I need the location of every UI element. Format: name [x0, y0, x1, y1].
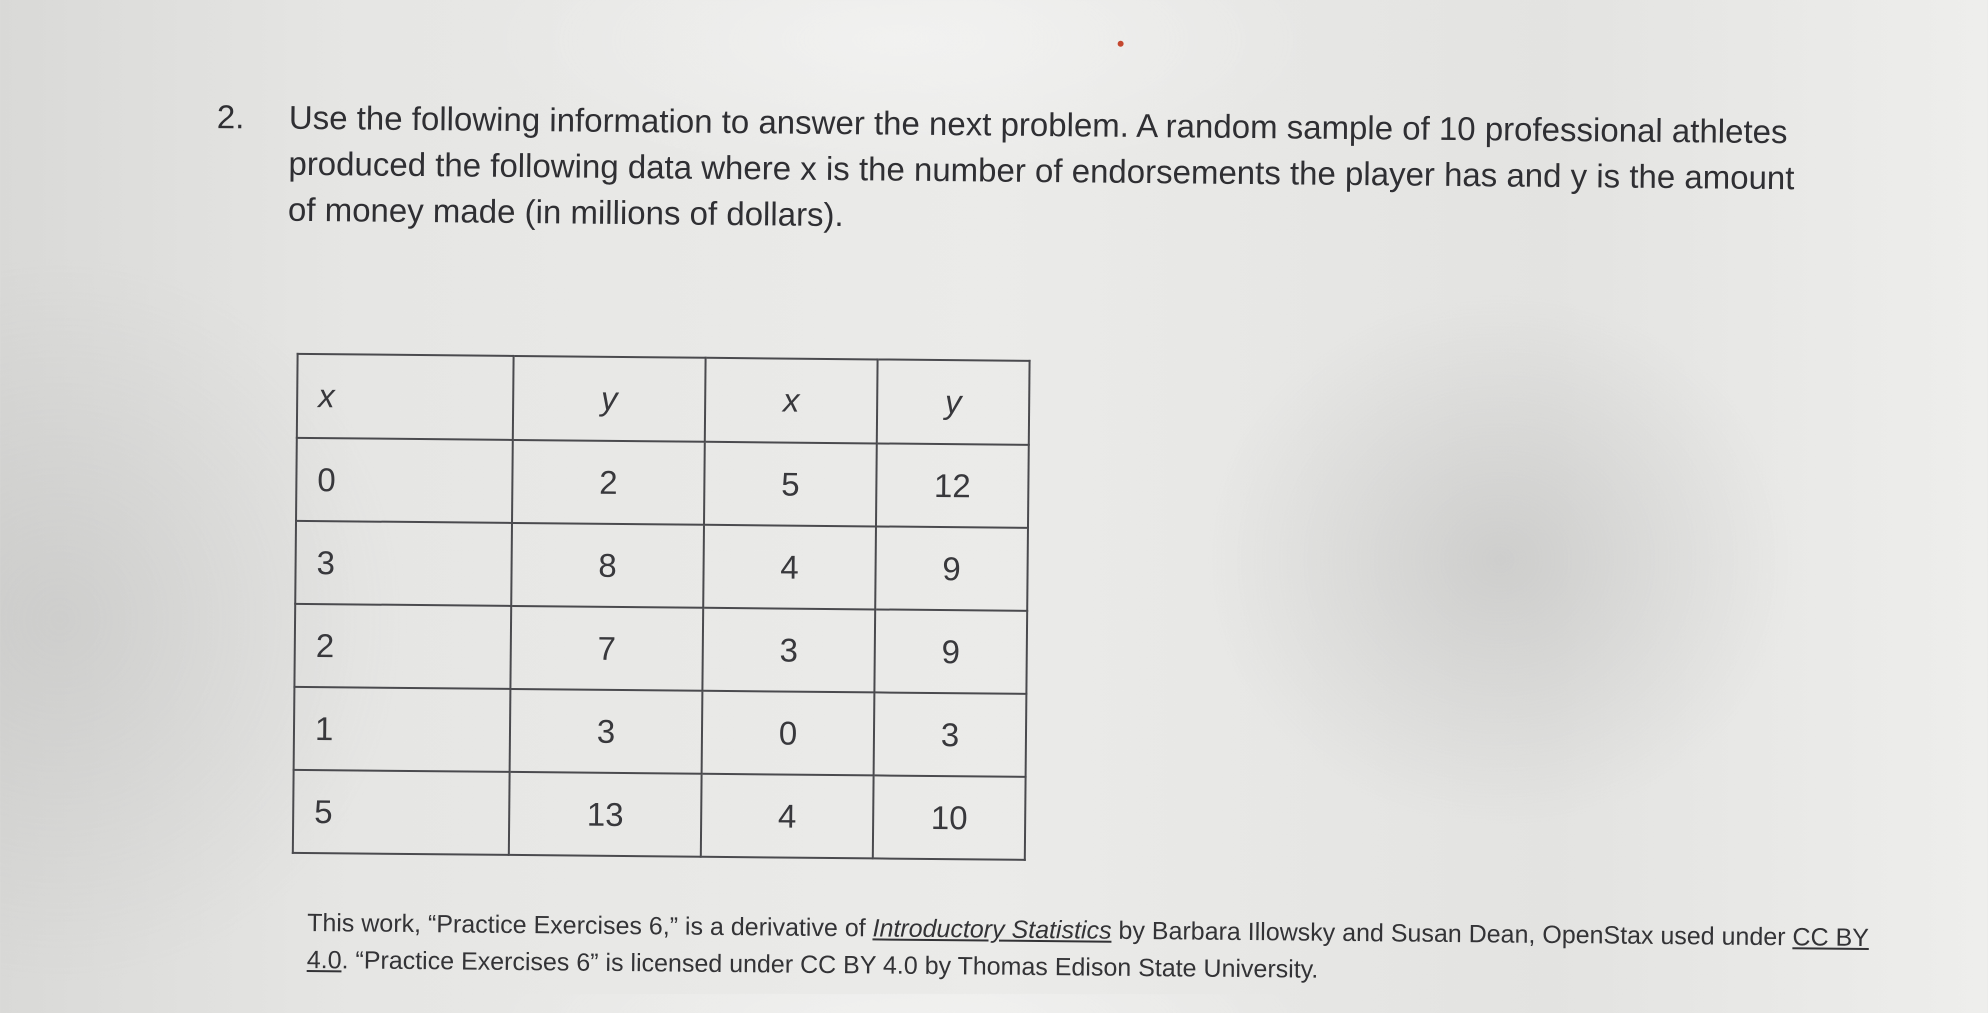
problem-block	[216, 94, 1837, 234]
problem-number: 2.	[216, 98, 245, 136]
table-row	[294, 604, 1027, 694]
table-cell: 2	[512, 440, 705, 525]
table-cell: 7	[510, 606, 703, 691]
table-cell: 8	[511, 523, 704, 608]
table-row	[293, 770, 1026, 860]
table-row	[294, 687, 1027, 777]
table-cell: 3	[295, 521, 512, 606]
table-row	[296, 438, 1029, 528]
table-cell: 12	[876, 443, 1029, 527]
table-cell: 4	[701, 774, 874, 859]
credit-text-1: This work, “Practice Exercises 6,” is a derivative of	[307, 908, 873, 943]
table-cell: 5	[293, 770, 510, 855]
table-cell: 3	[510, 689, 703, 774]
table-cell: 4	[703, 525, 876, 610]
table-cell: 0	[702, 691, 875, 776]
header-x-2: x	[705, 358, 878, 444]
credit-text-3: . “Practice Exercises 6” is licensed under CC BY 4.0 by Thomas Edison State University.	[341, 946, 1319, 984]
table-cell: 3	[874, 692, 1027, 776]
license-link: CC BY 4.0	[306, 923, 1870, 975]
problem-text: Use the following information to answer the next problem. A random sample of 10 professional athletes produced the following data where x is the number of endorsements the player has and y is the amount of money made (in millions of dollars).	[287, 98, 1795, 234]
table-cell: 13	[509, 772, 702, 857]
ink-speck	[1118, 41, 1124, 47]
table-cell: 9	[875, 526, 1028, 610]
table-cell: 5	[704, 442, 877, 527]
table-cell: 1	[294, 687, 511, 772]
header-y-1: y	[513, 356, 706, 442]
header-y-2: y	[877, 359, 1030, 444]
table-cell: 3	[702, 608, 875, 693]
table-cell: 2	[294, 604, 511, 689]
attribution-note	[307, 905, 1908, 994]
table-header-row	[297, 354, 1030, 445]
table-cell: 0	[296, 438, 513, 523]
table-cell: 10	[873, 775, 1026, 859]
credit-text-2: by Barbara Illowsky and Susan Dean, OpenStax used under	[1111, 916, 1793, 952]
table-cell: 9	[874, 609, 1027, 693]
header-x-1: x	[297, 354, 514, 440]
data-table	[292, 353, 1031, 861]
table-row	[295, 521, 1028, 611]
book-title-link: Introductory Statistics	[872, 914, 1112, 945]
